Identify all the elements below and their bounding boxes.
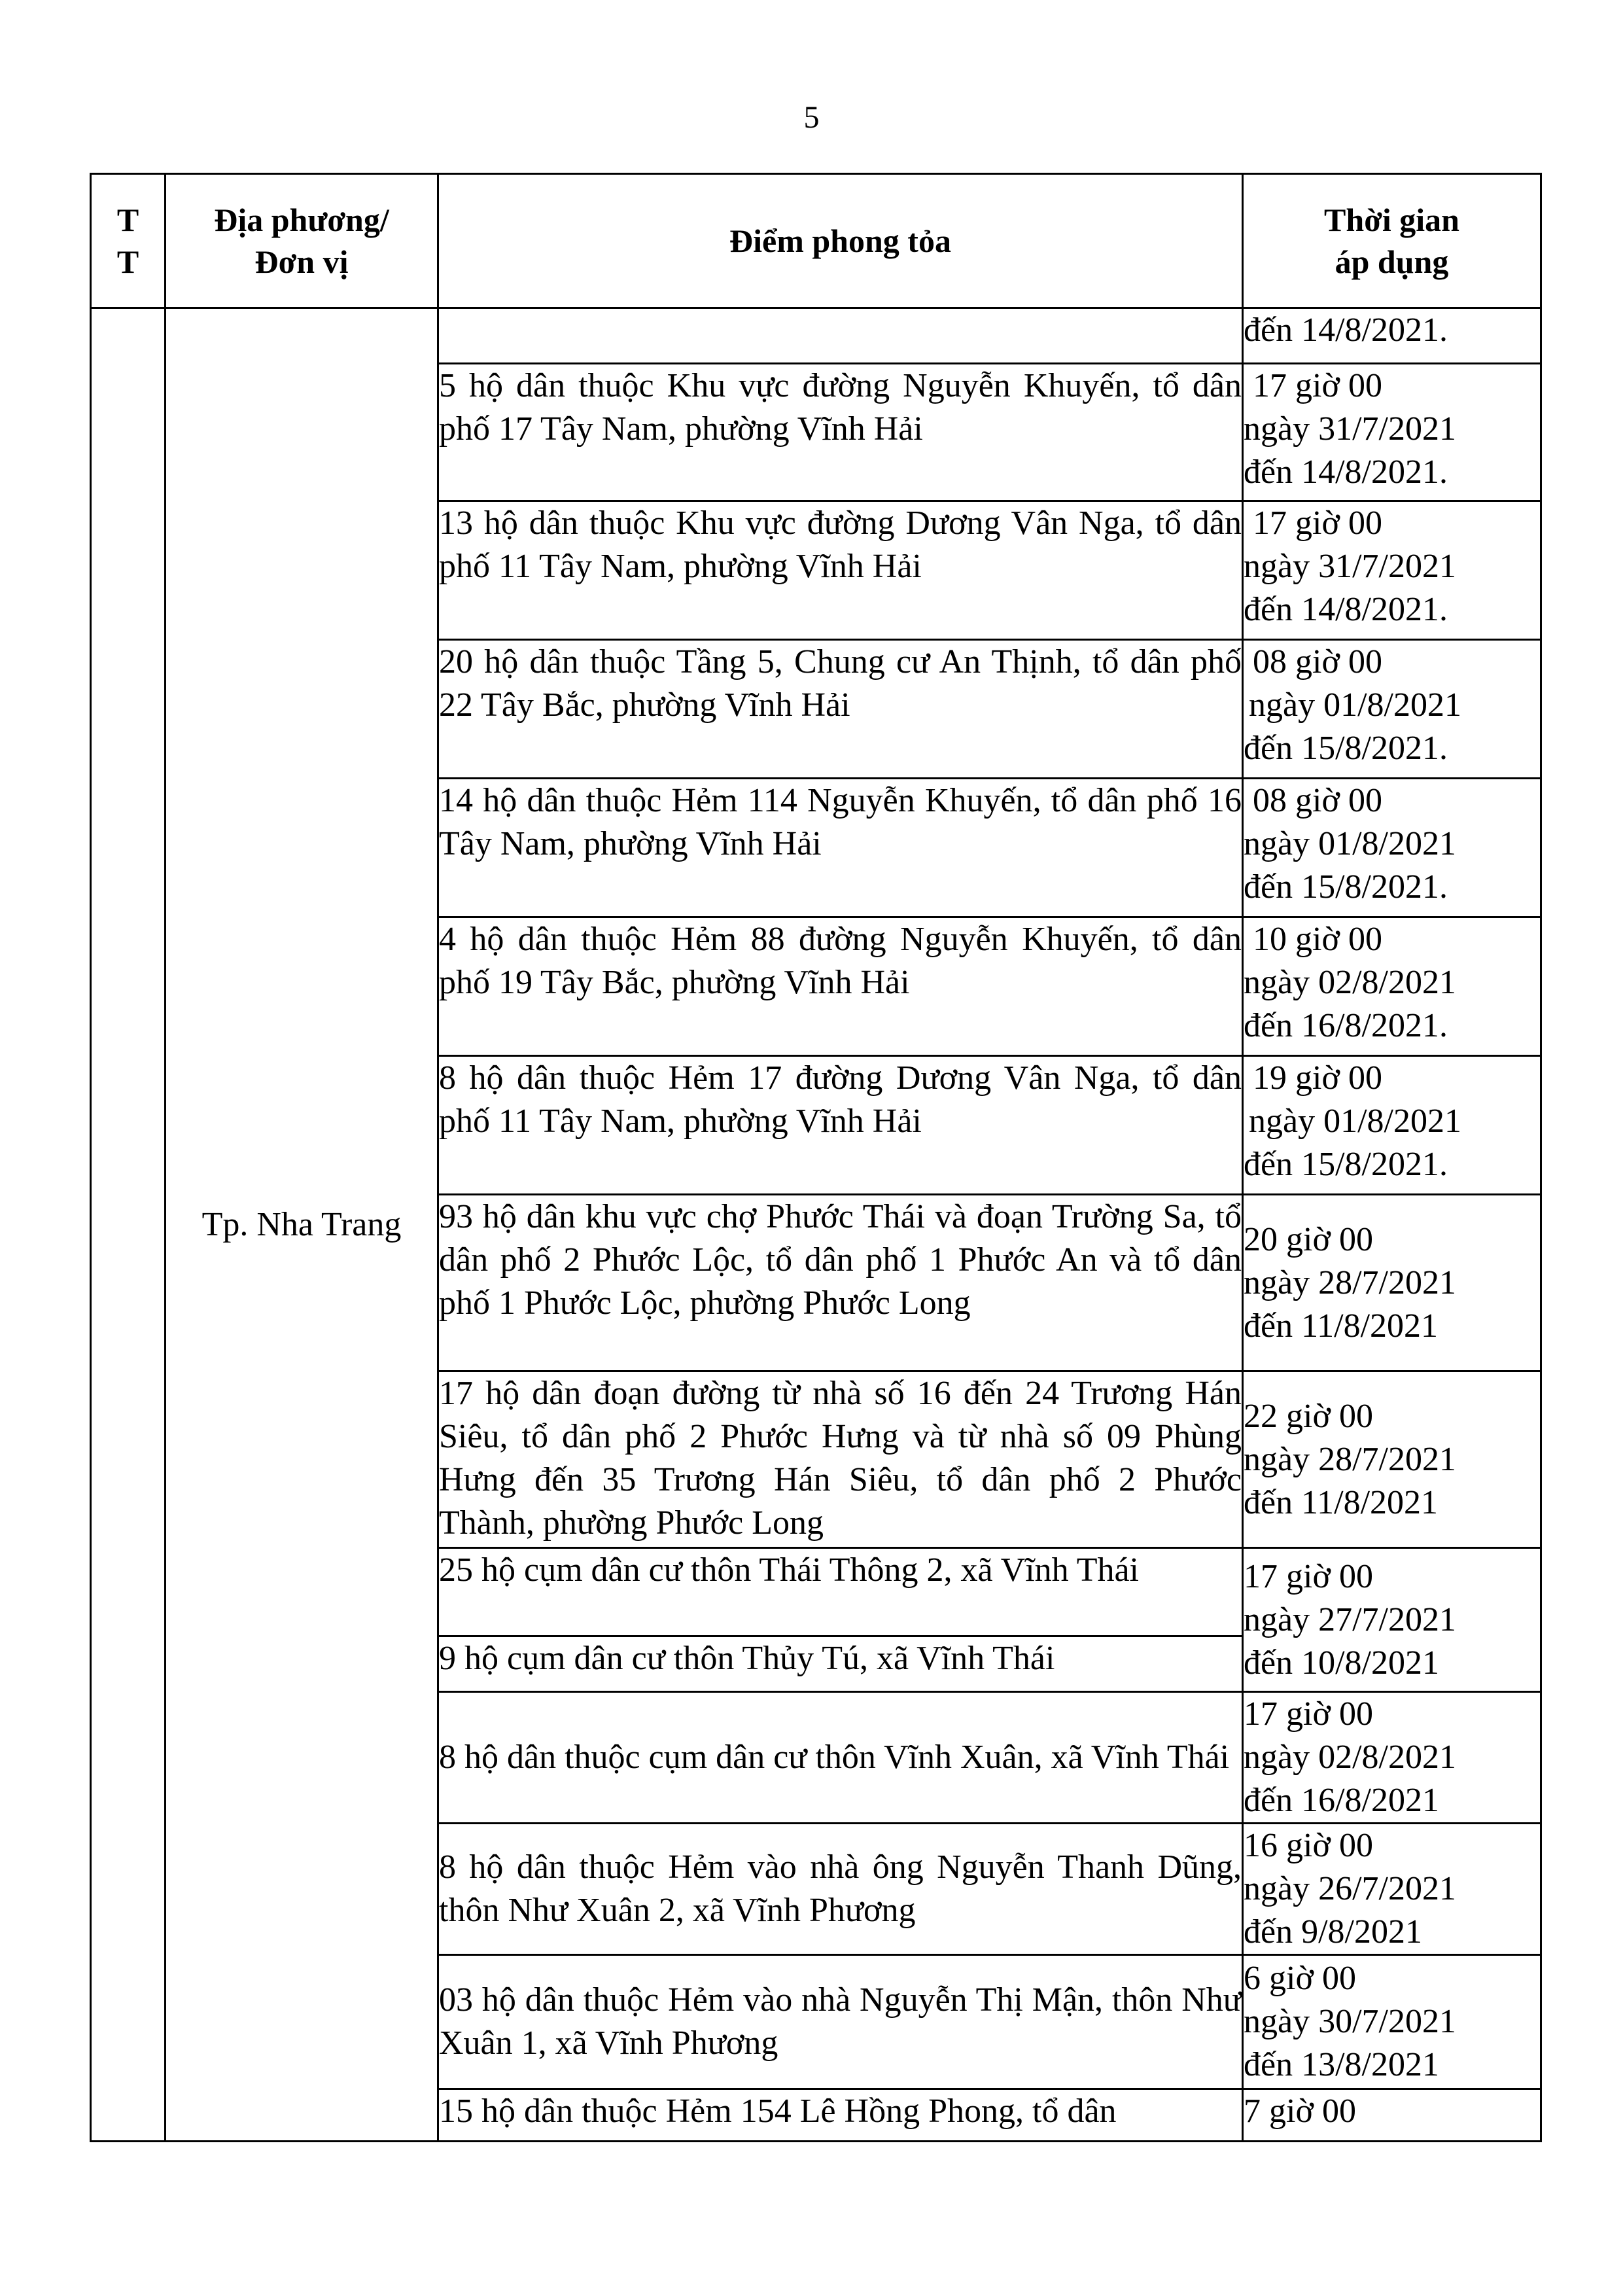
- time-line: đến 16/8/2021.: [1244, 1007, 1448, 1044]
- page-number: 5: [803, 100, 820, 135]
- time-line: ngày 01/8/2021: [1249, 686, 1461, 724]
- time-line: 20 giờ 00: [1244, 1220, 1373, 1258]
- time-line: đến 15/8/2021.: [1244, 730, 1448, 767]
- time-cell: [1243, 1056, 1541, 1195]
- desc-cell: 8 hộ dân thuộc Hẻm vào nhà ông Nguyễn Thanh Dũng, thôn Như Xuân 2, xã Vĩnh Phương: [438, 1824, 1243, 1955]
- time-line: đến 14/8/2021.: [1244, 453, 1448, 491]
- time-line: ngày 02/8/2021: [1244, 964, 1456, 1001]
- time-line: 08 giờ 00: [1253, 643, 1382, 680]
- time-line: đến 15/8/2021.: [1244, 868, 1448, 906]
- header-tt-line1: T: [116, 202, 139, 238]
- header-diem-phong-toa: Điểm phong tỏa: [438, 174, 1243, 308]
- table-header-row: [91, 174, 1541, 308]
- time-cell: [1243, 501, 1541, 640]
- time-line: 10 giờ 00: [1253, 921, 1382, 958]
- time-line: ngày 01/8/2021: [1244, 825, 1456, 862]
- time-line: ngày 31/7/2021: [1244, 410, 1456, 448]
- time-line: đến 14/8/2021.: [1244, 591, 1448, 628]
- time-line: đến 9/8/2021: [1244, 1913, 1422, 1951]
- header-thoi-gian-line1: Thời gian: [1324, 202, 1459, 238]
- header-thoi-gian-line2: áp dụng: [1335, 243, 1449, 280]
- desc-cell: 4 hộ dân thuộc Hẻm 88 đường Nguyễn Khuyến, tổ dân phố 19 Tây Bắc, phường Vĩnh Hải: [438, 917, 1243, 1056]
- time-line: 16 giờ 00: [1244, 1827, 1373, 1864]
- desc-cell: 8 hộ dân thuộc cụm dân cư thôn Vĩnh Xuân, xã Vĩnh Thái: [438, 1692, 1243, 1824]
- time-cell: [1243, 1548, 1541, 1692]
- time-line: đến 11/8/2021: [1244, 1307, 1439, 1345]
- time-line: 17 giờ 00: [1244, 1557, 1373, 1595]
- time-line: ngày 28/7/2021: [1244, 1263, 1456, 1301]
- time-line: 22 giờ 00: [1244, 1397, 1373, 1435]
- desc-cell: 93 hộ dân khu vực chợ Phước Thái và đoạn Trường Sa, tổ dân phố 2 Phước Lộc, tổ dân phố 1 Phước An và tổ dân phố 1 Phước Lộc, phường Phước Long: [438, 1195, 1243, 1371]
- time-line: 6 giờ 00: [1244, 1960, 1356, 1997]
- time-line: ngày 27/7/2021: [1244, 1600, 1456, 1638]
- time-line: 17 giờ 00: [1253, 504, 1382, 542]
- time-line: 17 giờ 00: [1253, 367, 1382, 404]
- time-line: đến 10/8/2021: [1244, 1644, 1439, 1682]
- time-cell: [1243, 640, 1541, 779]
- tt-cell: [91, 308, 166, 2142]
- desc-cell: 8 hộ dân thuộc Hẻm 17 đường Dương Vân Nga, tổ dân phố 11 Tây Nam, phường Vĩnh Hải: [438, 1056, 1243, 1195]
- time-line: đến 15/8/2021.: [1244, 1146, 1448, 1183]
- desc-cell: 15 hộ dân thuộc Hẻm 154 Lê Hồng Phong, tổ dân: [438, 2089, 1243, 2142]
- desc-cell: [438, 308, 1243, 364]
- header-dia-phuong: [166, 174, 438, 308]
- time-line: đến 16/8/2021: [1244, 1782, 1439, 1819]
- header-tt-line2: T: [116, 243, 139, 280]
- time-line: ngày 28/7/2021: [1244, 1440, 1456, 1478]
- desc-cell: 14 hộ dân thuộc Hẻm 114 Nguyễn Khuyến, tổ dân phố 16 Tây Nam, phường Vĩnh Hải: [438, 779, 1243, 917]
- desc-cell: 13 hộ dân thuộc Khu vực đường Dương Vân Nga, tổ dân phố 11 Tây Nam, phường Vĩnh Hải: [438, 501, 1243, 640]
- time-cell: [1243, 1824, 1541, 1955]
- time-line: đến 14/8/2021.: [1244, 311, 1448, 349]
- lockdown-table: [90, 173, 1542, 2142]
- time-line: 08 giờ 00: [1253, 782, 1382, 819]
- desc-cell: 17 hộ dân đoạn đường từ nhà số 16 đến 24 Trương Hán Siêu, tổ dân phố 2 Phước Hưng và từ nhà số 09 Phùng Hưng đến 35 Trương Hán Siêu, tổ dân phố 2 Phước Thành, phường Phước Long: [438, 1371, 1243, 1548]
- time-line: ngày 31/7/2021: [1244, 548, 1456, 585]
- time-line: ngày 30/7/2021: [1244, 2003, 1456, 2040]
- time-cell: [1243, 1195, 1541, 1371]
- time-cell: [1243, 2089, 1541, 2142]
- desc-cell: 03 hộ dân thuộc Hẻm vào nhà Nguyễn Thị Mận, thôn Như Xuân 1, xã Vĩnh Phương: [438, 1955, 1243, 2089]
- time-line: đến 11/8/2021: [1244, 1483, 1439, 1521]
- time-cell: [1243, 779, 1541, 917]
- time-cell: [1243, 364, 1541, 501]
- desc-cell: 5 hộ dân thuộc Khu vực đường Nguyễn Khuyến, tổ dân phố 17 Tây Nam, phường Vĩnh Hải: [438, 364, 1243, 501]
- desc-cell: 9 hộ cụm dân cư thôn Thủy Tú, xã Vĩnh Thái: [438, 1636, 1243, 1692]
- time-line: 17 giờ 00: [1244, 1695, 1373, 1733]
- time-line: đến 13/8/2021: [1244, 2046, 1439, 2083]
- table-row: [91, 308, 1541, 364]
- time-line: ngày 02/8/2021: [1244, 1739, 1456, 1776]
- time-line: ngày 01/8/2021: [1249, 1103, 1461, 1140]
- time-cell: [1243, 308, 1541, 364]
- time-cell: [1243, 917, 1541, 1056]
- time-line: 7 giờ 00: [1244, 2093, 1356, 2130]
- header-dia-phuong-line1: Địa phương/: [214, 202, 389, 238]
- time-cell: [1243, 1692, 1541, 1824]
- desc-cell: 25 hộ cụm dân cư thôn Thái Thông 2, xã Vĩnh Thái: [438, 1548, 1243, 1636]
- desc-cell: 20 hộ dân thuộc Tầng 5, Chung cư An Thịnh, tổ dân phố 22 Tây Bắc, phường Vĩnh Hải: [438, 640, 1243, 779]
- header-tt: [91, 174, 166, 308]
- header-thoi-gian: [1243, 174, 1541, 308]
- header-dia-phuong-line2: Đơn vị: [254, 243, 349, 280]
- time-cell: [1243, 1955, 1541, 2089]
- locality-cell: Tp. Nha Trang: [166, 308, 438, 2142]
- time-cell: [1243, 1371, 1541, 1548]
- time-line: 19 giờ 00: [1253, 1059, 1382, 1097]
- time-line: ngày 26/7/2021: [1244, 1870, 1456, 1907]
